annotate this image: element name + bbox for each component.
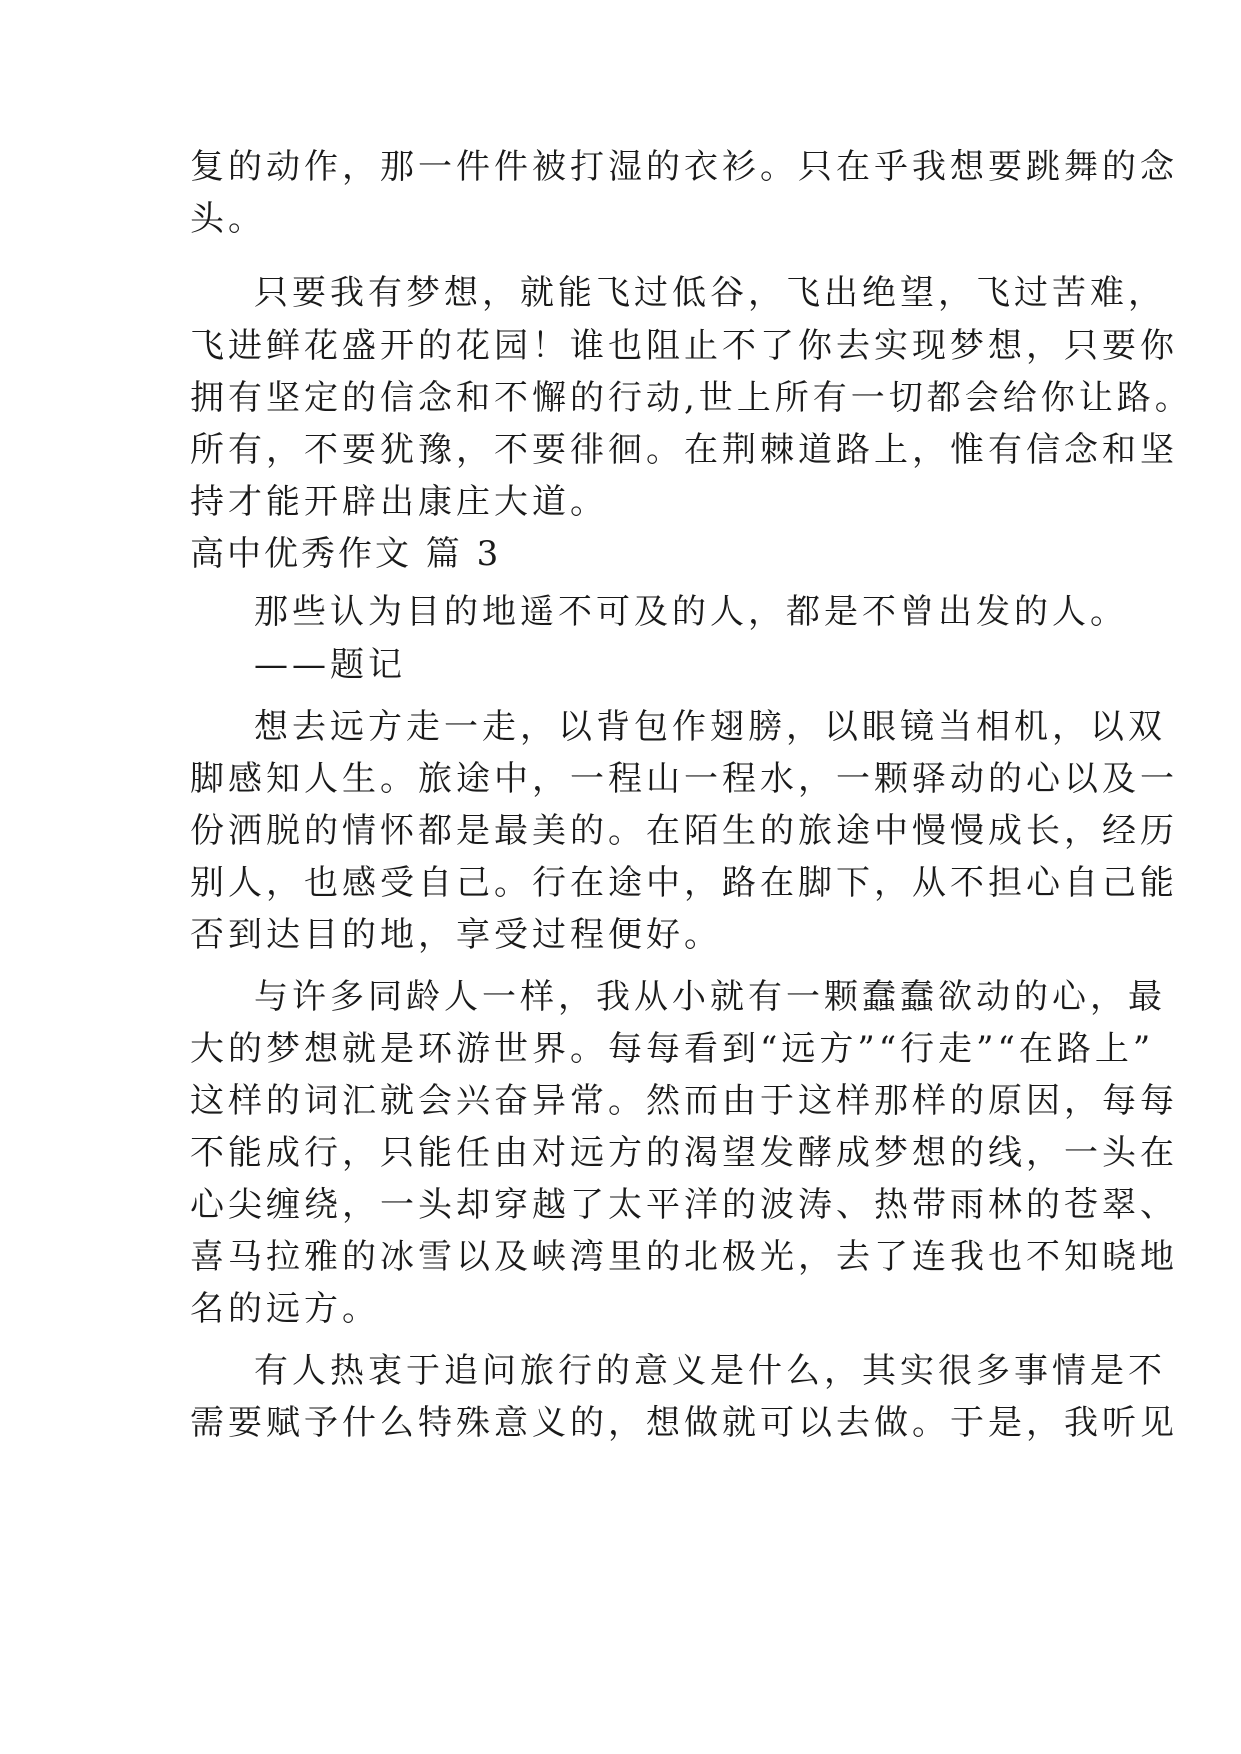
text-line: 持才能开辟出康庄大道。 <box>190 482 608 522</box>
text-line: 头。 <box>190 199 266 239</box>
paragraph-start-line: 与许多同龄人一样，我从小就有一颗蠢蠢欲动的心，最 <box>254 977 1166 1017</box>
text-line: 所有，不要犹豫，不要徘徊。在荆棘道路上，惟有信念和坚 <box>190 430 1178 470</box>
text-line: 大的梦想就是环游世界。每每看到“远方”“行走”“在路上” <box>190 1029 1155 1069</box>
text-line: 飞进鲜花盛开的花园！谁也阻止不了你去实现梦想，只要你 <box>190 326 1178 366</box>
text-line: 喜马拉雅的冰雪以及峡湾里的北极光，去了连我也不知晓地 <box>190 1237 1178 1277</box>
paragraph-start-line: 有人热衷于追问旅行的意义是什么，其实很多事情是不 <box>254 1351 1166 1391</box>
epigraph-line: 那些认为目的地遥不可及的人，都是不曾出发的人。 <box>254 592 1128 632</box>
text-line: 否到达目的地，享受过程便好。 <box>190 915 722 955</box>
text-line: 脚感知人生。旅途中，一程山一程水，一颗驿动的心以及一 <box>190 759 1178 799</box>
paragraph-start-line: 想去远方走一走，以背包作翅膀，以眼镜当相机，以双 <box>254 707 1166 747</box>
text-line: 拥有坚定的信念和不懈的行动,世上所有一切都会给你让路。 <box>190 378 1193 418</box>
section-heading: 高中优秀作文 篇 3 <box>190 534 502 574</box>
text-line: 需要赋予什么特殊意义的，想做就可以去做。于是，我听见 <box>190 1403 1178 1443</box>
text-line: 名的远方。 <box>190 1289 380 1329</box>
epigraph-attribution: ——题记 <box>254 645 406 685</box>
text-line: 不能成行，只能任由对远方的渴望发酵成梦想的线，一头在 <box>190 1133 1178 1173</box>
paragraph-start-line: 只要我有梦想，就能飞过低谷，飞出绝望，飞过苦难， <box>254 273 1166 313</box>
text-line: 心尖缠绕，一头却穿越了太平洋的波涛、热带雨林的苍翠、 <box>190 1185 1178 1225</box>
text-line: 复的动作，那一件件被打湿的衣衫。只在乎我想要跳舞的念 <box>190 147 1178 187</box>
text-line: 这样的词汇就会兴奋异常。然而由于这样那样的原因，每每 <box>190 1081 1178 1121</box>
text-line: 份洒脱的情怀都是最美的。在陌生的旅途中慢慢成长，经历 <box>190 811 1178 851</box>
text-line: 别人，也感受自己。行在途中，路在脚下，从不担心自己能 <box>190 863 1178 903</box>
